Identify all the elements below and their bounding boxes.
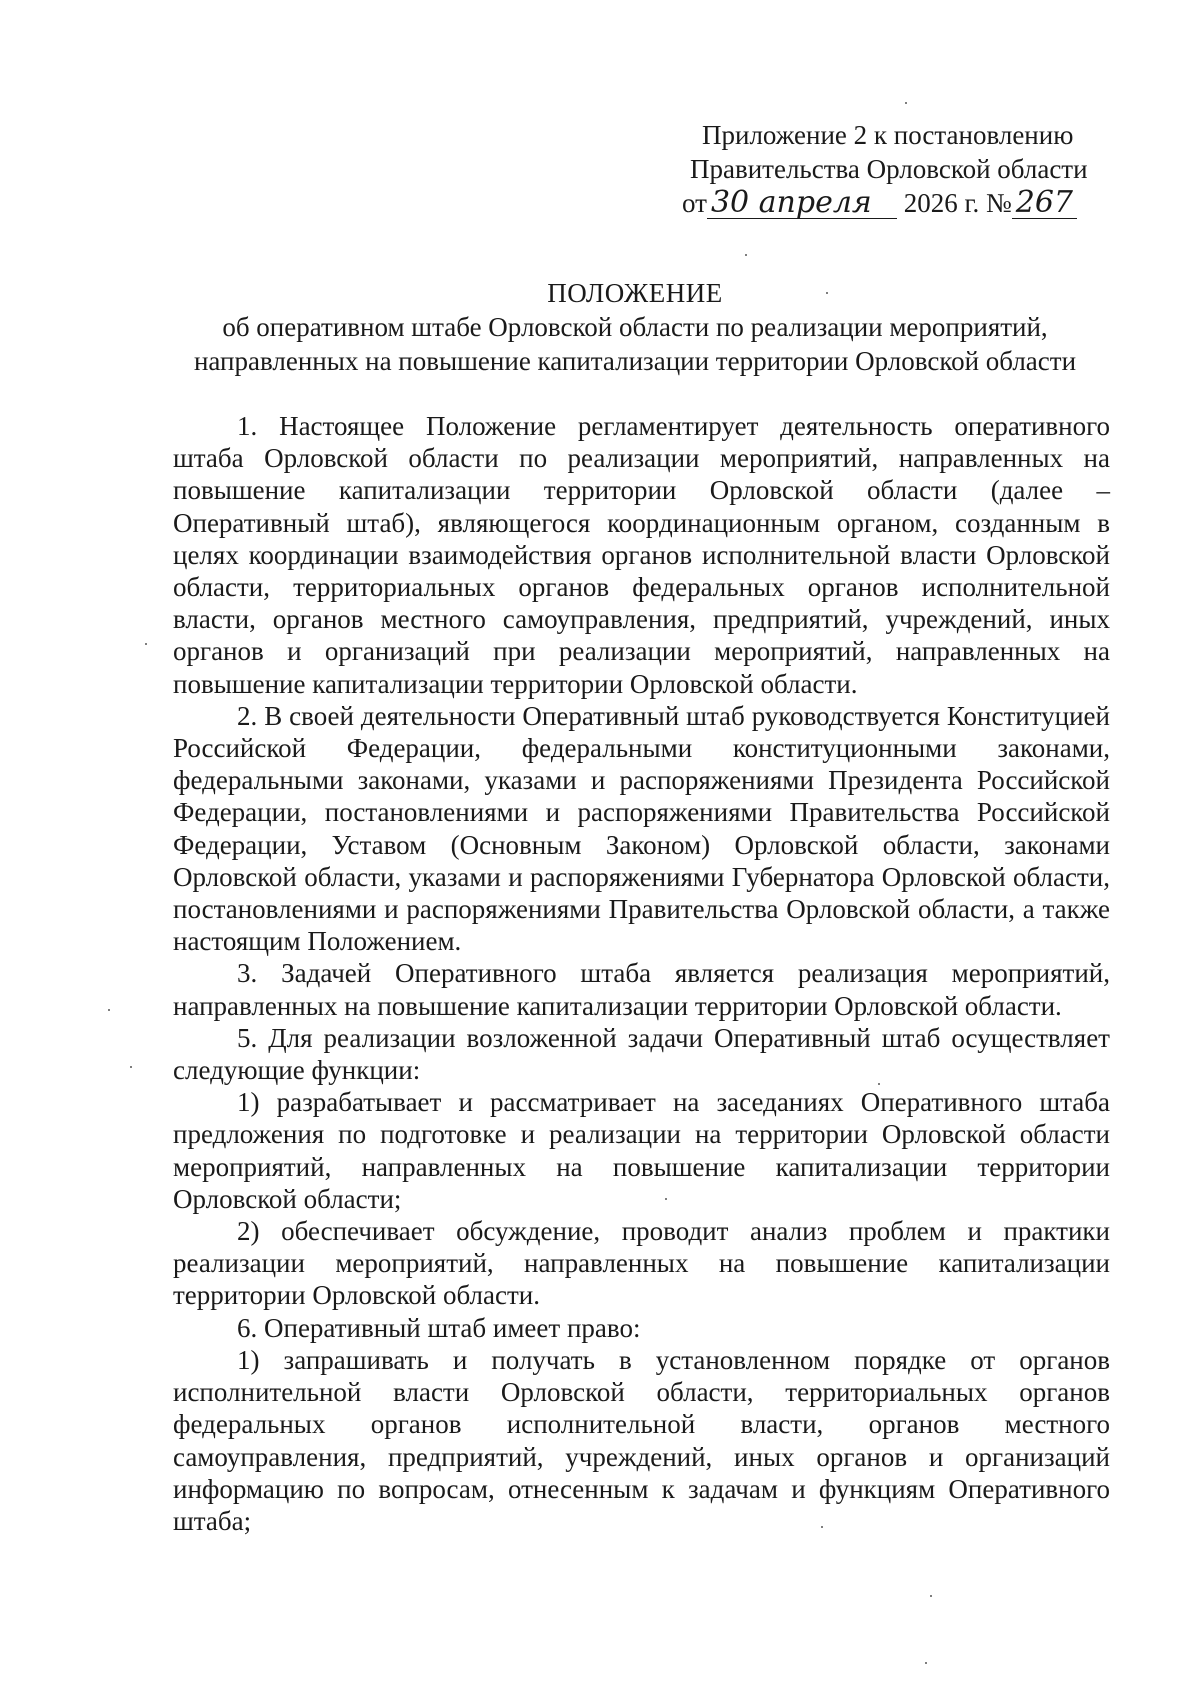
scan-speck bbox=[905, 102, 907, 104]
date-prefix: от bbox=[682, 188, 707, 218]
paragraph-5-item-2: 2) обеспечивает обсуждение, проводит анализ проблем и практики реализации мероприятий, направленных на повышение капитализации территории Орловской области. bbox=[173, 1216, 1110, 1311]
paragraph-5-item-1: 1) разрабатывает и рассматривает на заседаниях Оперативного штаба предложения по подготовке и реализации на территории Орловской области мероприятий, направленных на повышение капитализации территории Орловской области; bbox=[173, 1087, 1110, 1214]
document-title bbox=[150, 276, 1120, 378]
scan-speck bbox=[826, 292, 828, 294]
scan-speck bbox=[930, 1595, 932, 1597]
scan-speck bbox=[821, 1526, 823, 1528]
scan-speck bbox=[925, 1662, 927, 1664]
title-line-2: направленных на повышение капитализации территории Орловской области bbox=[193, 346, 1077, 376]
scan-speck bbox=[108, 1009, 110, 1011]
appendix-line-2: Правительства Орловской области bbox=[690, 154, 1088, 184]
document-body bbox=[173, 410, 1110, 1537]
handwritten-date: 30 апреля bbox=[707, 188, 897, 219]
scan-speck bbox=[665, 1198, 667, 1200]
scan-speck bbox=[145, 643, 147, 645]
appendix-header bbox=[682, 118, 1110, 220]
appendix-date-line bbox=[682, 186, 1110, 220]
paragraph-5: 5. Для реализации возложенной задачи Оперативный штаб осуществляет следующие функции: bbox=[173, 1022, 1110, 1086]
scan-speck bbox=[878, 1083, 880, 1085]
handwritten-number: 267 bbox=[1012, 188, 1077, 219]
appendix-line-1: Приложение 2 к постановлению bbox=[702, 120, 1074, 150]
scan-speck bbox=[745, 254, 747, 256]
title-line-1: об оперативном штабе Орловской области по реализации мероприятий, bbox=[222, 312, 1048, 342]
year-text: 2026 г. № bbox=[903, 188, 1012, 218]
paragraph-6: 6. Оперативный штаб имеет право: bbox=[237, 1312, 641, 1343]
paragraph-1: 1. Настоящее Положение регламентирует деятельность оперативного штаба Орловской области по реализации мероприятий, направленных на повышение капитализации территории Орловской области (далее – Оперативный штаб), являющегося координационным органом, созданным в целях координации взаимодействия органов исполнительной власти Орловской области, территориальных органов федеральных органов исполнительной власти, органов местного самоуправления, предприятий, учреждений, иных органов и организаций при реализации мероприятий, направленных на повышение капитализации территории Орловской области. bbox=[173, 411, 1110, 699]
paragraph-6-item-1: 1) запрашивать и получать в установленном порядке от органов исполнительной власти Орловской области, территориальных органов федеральных органов исполнительной власти, органов местного самоуправления, предприятий, учреждений, иных органов и организаций информацию по вопросам, отнесенным к задачам и функциям Оперативного штаба; bbox=[173, 1344, 1110, 1536]
title-main: ПОЛОЖЕНИЕ bbox=[547, 278, 723, 308]
paragraph-2: 2. В своей деятельности Оперативный штаб руководствуется Конституцией Российской Федерации, федеральными конституционными законами, федеральными законами, указами и распоряжениями Президента Российской Федерации, постановлениями и распоряжениями Правительства Российской Федерации, Уставом (Основным Законом) Орловской области, законами Орловской области, указами и распоряжениями Губернатора Орловской области, постановлениями и распоряжениями Правительства Орловской области, а также настоящим Положением. bbox=[173, 700, 1110, 957]
scan-speck bbox=[130, 1066, 132, 1068]
paragraph-3: 3. Задачей Оперативного штаба является реализация мероприятий, направленных на повышение капитализации территории Орловской области. bbox=[173, 958, 1110, 1021]
